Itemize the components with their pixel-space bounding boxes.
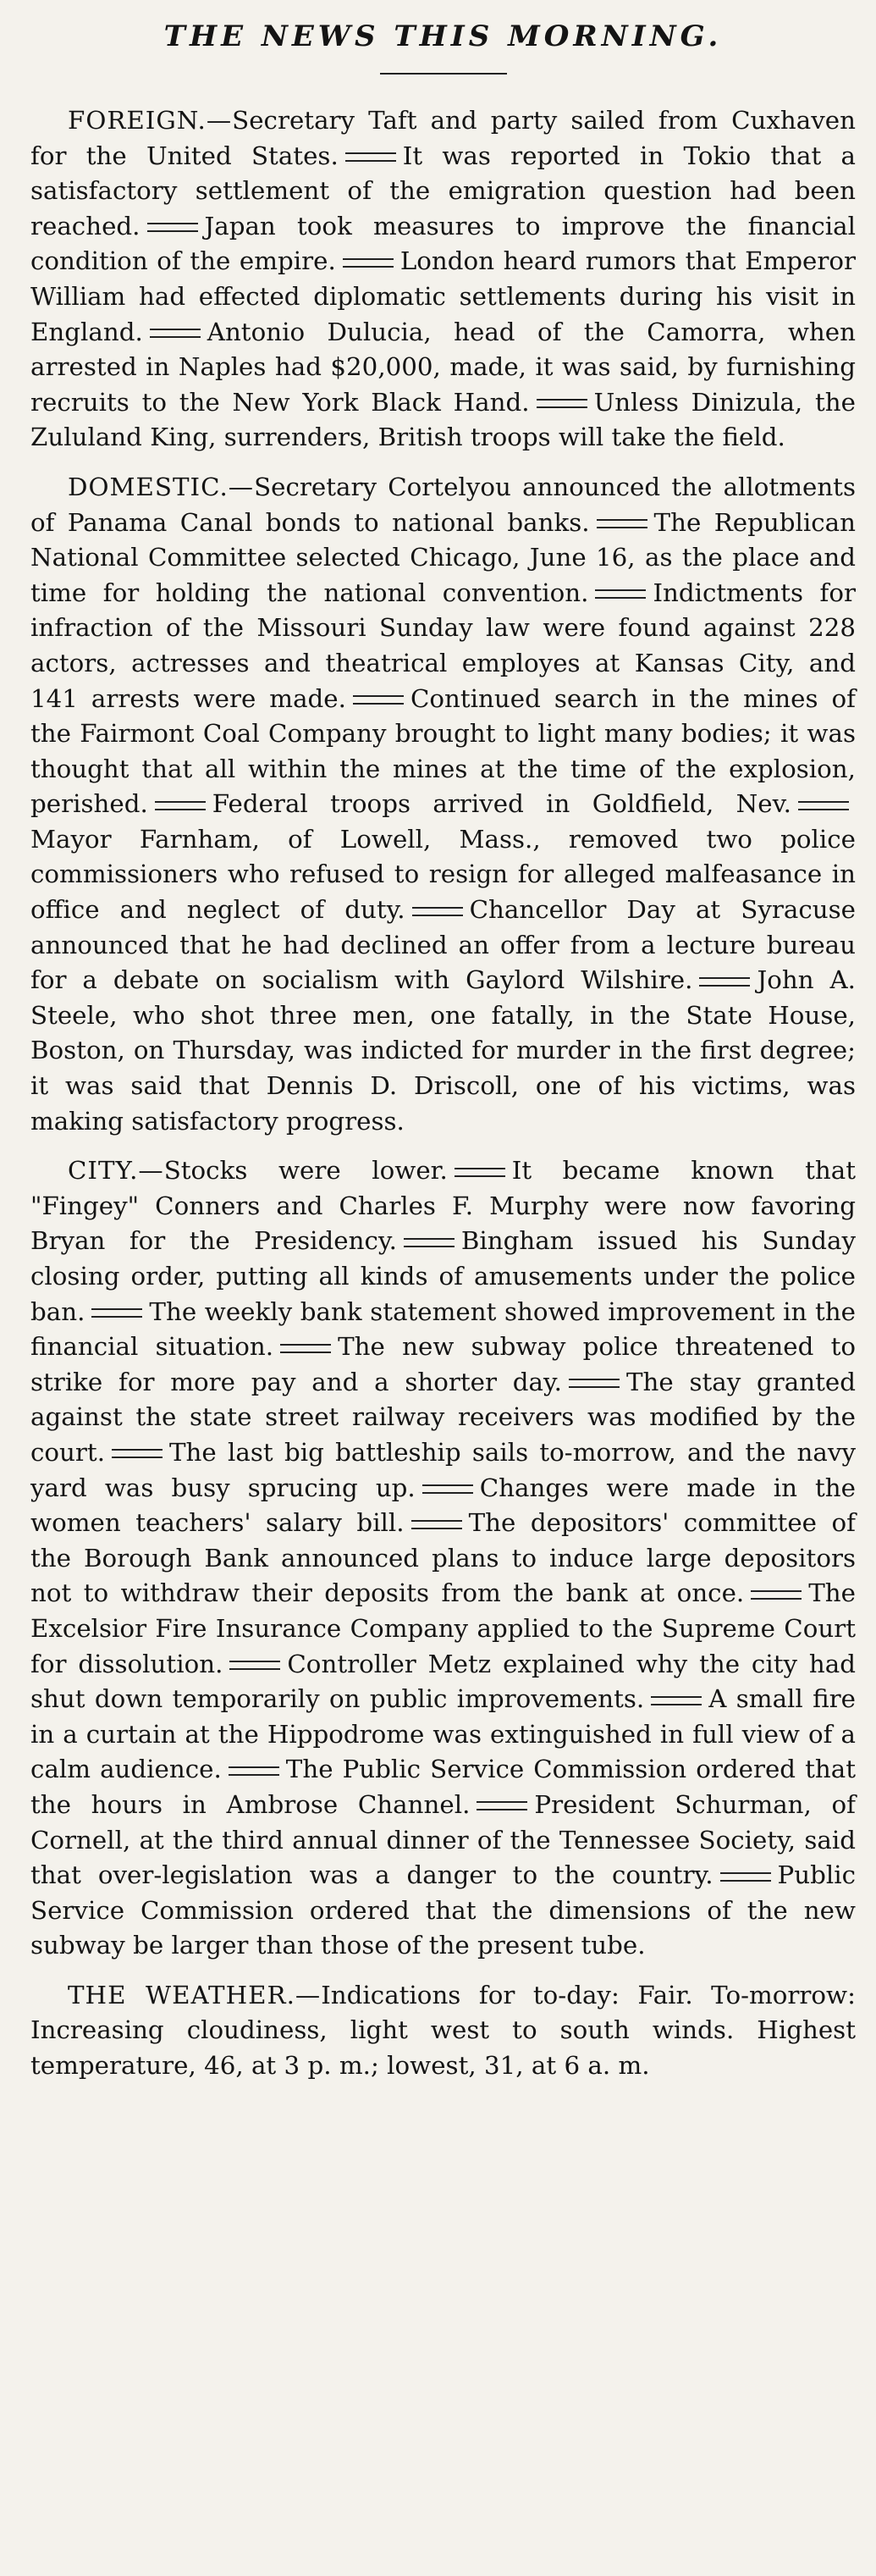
section-heading: DOMESTIC.— [68,472,255,501]
section-domestic [30,470,856,1139]
news-item: Continued search in the mines of the Fairmont Coal Company brought to light many bodies; it was thought that all within the mines at the time of the explosion, perished. [30,683,857,819]
item-separator [280,1344,331,1353]
item-separator [411,1520,462,1529]
masthead-rule [380,73,507,75]
news-item: President Schurman, of Cornell, at the third annual dinner of the Tennessee Society, said that over-legislation was a danger to the country. [30,1789,856,1890]
news-item: Bingham issued his Sunday closing order, putting all kinds of amusements under the police ban. [30,1226,857,1326]
item-separator [699,977,750,987]
item-separator [150,329,201,338]
item-separator [155,801,206,810]
item-separator [477,1801,527,1810]
news-item: Unless Dinizula, the Zululand King, surrenders, British troops will take the field. [30,387,856,452]
item-separator [798,801,849,810]
item-separator [229,1661,280,1670]
news-item: Public Service Commission ordered that the dimensions of the new subway be larger than those of the present tube. [30,1860,856,1960]
news-item: The Excelsior Fire Insurance Company applied to the Supreme Court for dissolution. [30,1578,856,1678]
news-item: Federal troops arrived in Goldfield, Nev. [212,789,791,819]
news-item: It became known that "Fingey" Conners and Charles F. Murphy were now favoring Bryan for the Presidency. [30,1156,856,1256]
item-separator [353,695,404,705]
item-separator [597,519,647,528]
section-city [30,1153,856,1964]
news-item: Antonio Dulucia, head of the Camorra, when arrested in Naples had $20,000, made, it was said, by furnishing recruits to the New York Black Hand. [30,317,856,417]
section-heading: FOREIGN.— [68,106,233,135]
item-separator [651,1696,702,1705]
item-separator [345,152,396,162]
item-separator [229,1766,279,1776]
news-item: The depositors' committee of the Borough Bank announced plans to induce large depositors not to withdraw their deposits from the bank at once. [30,1508,857,1608]
news-item: Mayor Farnham, of Lowell, Mass., removed two police commissioners who refused to resign for alleged malfeasance in office and neglect of duty. [30,824,856,925]
section-heading: THE WEATHER.— [68,1980,322,2009]
section-foreign [30,103,856,456]
section-weather [30,1978,856,2084]
item-separator [422,1484,473,1494]
item-separator [595,589,646,599]
item-separator [455,1168,505,1177]
news-item: Japan took measures to improve the financial condition of the empire. [30,211,856,276]
item-separator [751,1590,802,1600]
item-separator [412,907,463,916]
news-item: The Republican National Committee selected Chicago, June 16, as the place and time for holding the national convention. [30,507,856,607]
item-separator [404,1238,455,1247]
news-item: Changes were made in the women teachers' salary bill. [30,1473,856,1538]
news-item: London heard rumors that Emperor William had effected diplomatic settlements during his visit in England. [30,246,857,346]
item-separator [91,1308,142,1318]
item-separator [720,1872,771,1882]
masthead-title: THE NEWS THIS MORNING. [163,19,723,53]
item-separator [537,399,587,408]
news-item: Chancellor Day at Syracuse announced that he had declined an offer from a lecture bureau for a debate on socialism with Gaylord Wilshire. [30,895,856,995]
news-item: Secretary Taft and party sailed from Cuxhaven for the United States. [30,106,856,170]
news-item: The Public Service Commission ordered that the hours in Ambrose Channel. [30,1755,856,1819]
news-item: Indications for to-day: Fair. To-morrow: Increasing cloudiness, light west to south winds. Highest temperature, 46, at 3 p. m.; lowest, 31, at 6 a. m. [30,1980,856,2081]
news-item: Secretary Cortelyou announced the allotments of Panama Canal bonds to national banks. [30,472,856,537]
news-item: Stocks were lower. [163,1156,448,1186]
item-separator [147,223,198,232]
news-item: The last big battleship sails to-morrow, and the navy yard was busy sprucing up. [30,1437,856,1502]
news-item: It was reported in Tokio that a satisfactory settlement of the emigration question had been reached. [30,141,857,240]
item-separator [343,258,394,268]
news-item: A small fire in a curtain at the Hippodrome was extinguished in full view of a calm audience. [30,1684,857,1784]
news-item: Controller Metz explained why the city had shut down temporarily on public improvements. [30,1649,856,1714]
item-separator [112,1449,163,1458]
section-heading: CITY.— [68,1156,164,1186]
news-item: The stay granted against the state street railway receivers was modified by the court. [30,1367,856,1467]
news-item: John A. Steele, who shot three men, one fatally, in the State House, Boston, on Thursday, was indicted for murder in the first degree; it was said that Dennis D. Driscoll, one of his victims, was making satisfactory progress. [30,965,856,1136]
news-item: The new subway police threatened to strike for more pay and a shorter day. [30,1332,857,1396]
item-separator [569,1379,620,1388]
news-item: Indictments for infraction of the Missouri Sunday law were found against 228 actors, actresses and theatrical employes at Kansas City, and 141 arrests were made. [30,578,856,713]
news-item: The weekly bank statement showed improvement in the financial situation. [30,1296,856,1362]
